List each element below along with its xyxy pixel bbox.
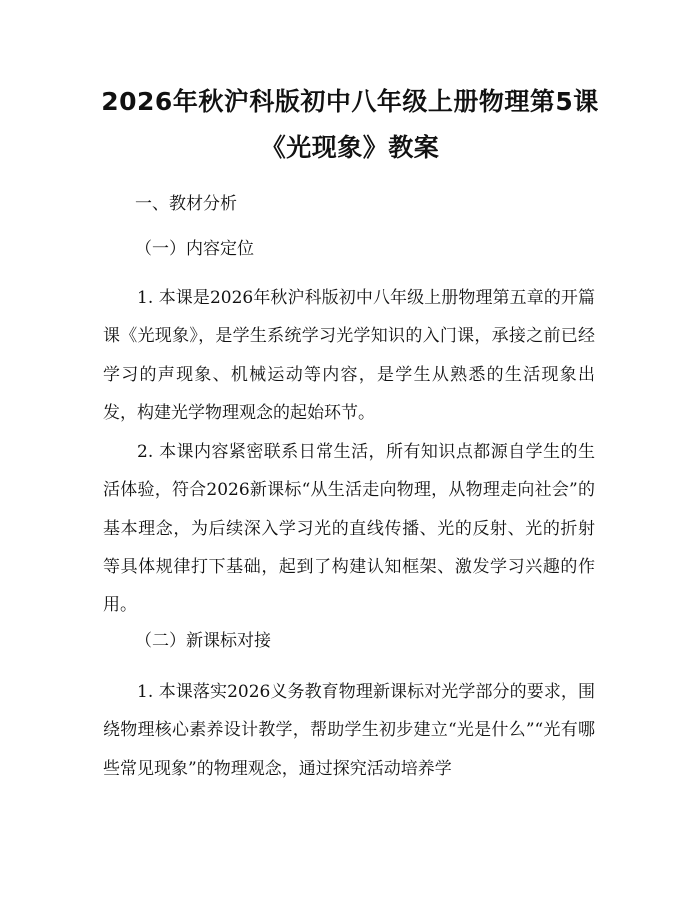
- document-title-line-1: 2026年秋沪科版初中八年级上册物理第5课: [101, 87, 599, 116]
- subsection-heading-content-positioning: （一）内容定位: [135, 239, 254, 259]
- subsection-heading-curriculum-alignment: （二）新课标对接: [135, 631, 271, 651]
- document-title-line-2: 《光现象》教案: [260, 133, 440, 162]
- paragraph-3: 1. 本课落实2026义务教育物理新课标对光学部分的要求，围绕物理核心素养设计教学，帮助学生初步建立“光是什么”“光有哪些常见现象”的物理观念，通过探究活动培养学: [103, 682, 595, 779]
- paragraph-2: 2. 本课内容紧密联系日常生活，所有知识点都源自学生的生活体验，符合2026新课标“从生活走向物理，从物理走向社会”的基本理念，为后续深入学习光的直线传播、光的反射、光的折射等具体规律打下基础，起到了构建认知框架、激发学习兴趣的作用。: [103, 442, 595, 616]
- paragraph-1: 1. 本课是2026年秋沪科版初中八年级上册物理第五章的开篇课《光现象》，是学生系统学习光学知识的入门课，承接之前已经学习的声现象、机械运动等内容，是学生从熟悉的生活现象出发，构建光学物理观念的起始环节。: [103, 288, 595, 423]
- section-heading-textbook-analysis: 一、教材分析: [135, 194, 237, 214]
